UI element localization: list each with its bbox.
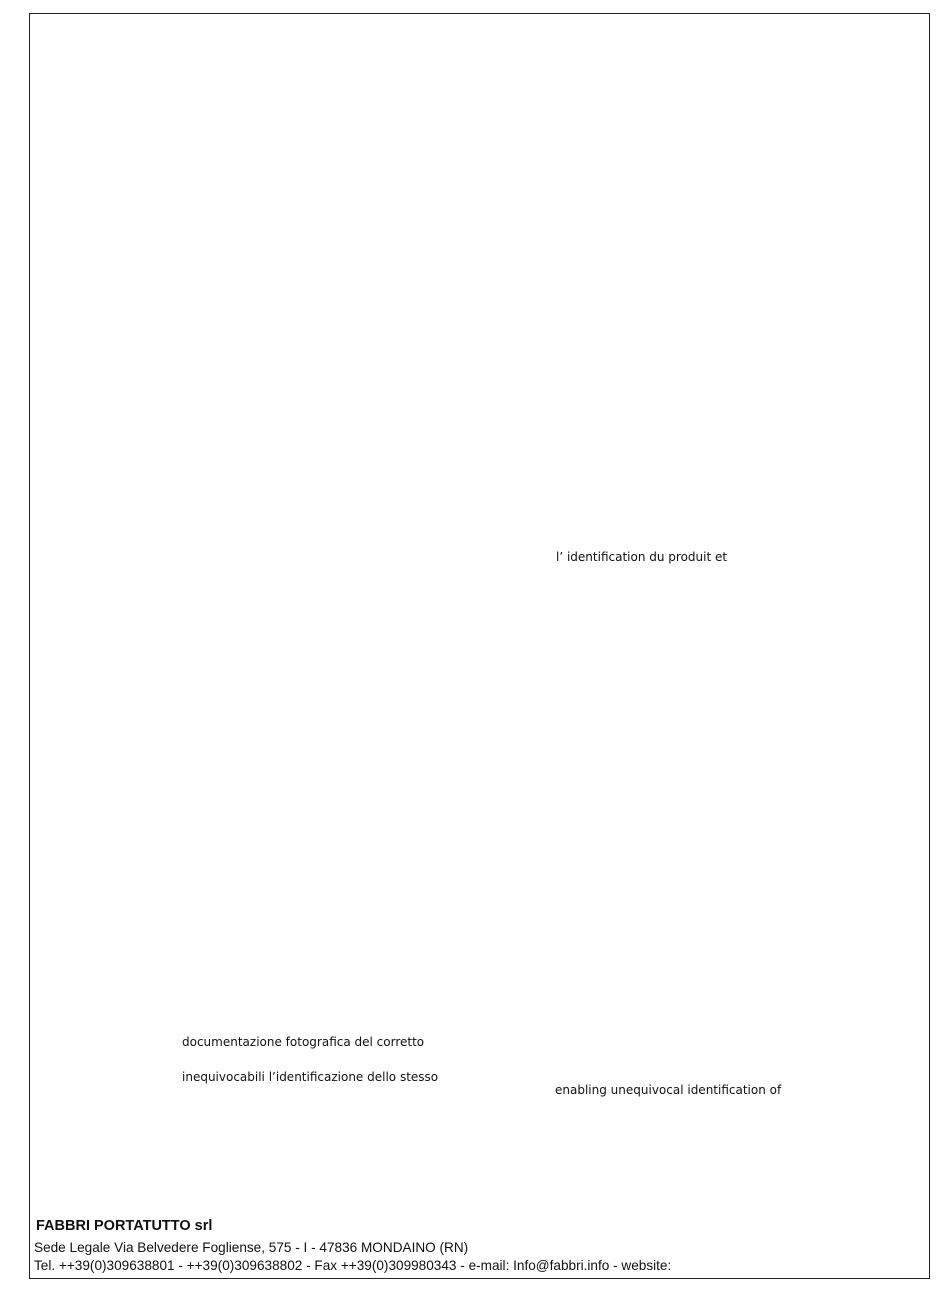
text-fragment-it-inequivocabili: inequivocabili l’identificazione dello stesso [182, 1070, 439, 1084]
text-fragment-it-documentazione: documentazione fotografica del corretto [182, 1035, 425, 1049]
company-name: FABBRI PORTATUTTO srl [36, 1218, 213, 1234]
text-fragment-en-enabling: enabling unequivocal identification of [555, 1083, 782, 1097]
text-fragment-fr-identification: l’ identification du produit et [556, 550, 728, 564]
contact-line: Tel. ++39(0)309638801 - ++39(0)309638802 - Fax ++39(0)309980343 - e-mail: Info@fabbri.info - website: [34, 1258, 672, 1273]
page-border [29, 13, 930, 1279]
address-line: Sede Legale Via Belvedere Fogliense, 575 - I - 47836 MONDAINO (RN) [34, 1240, 469, 1255]
